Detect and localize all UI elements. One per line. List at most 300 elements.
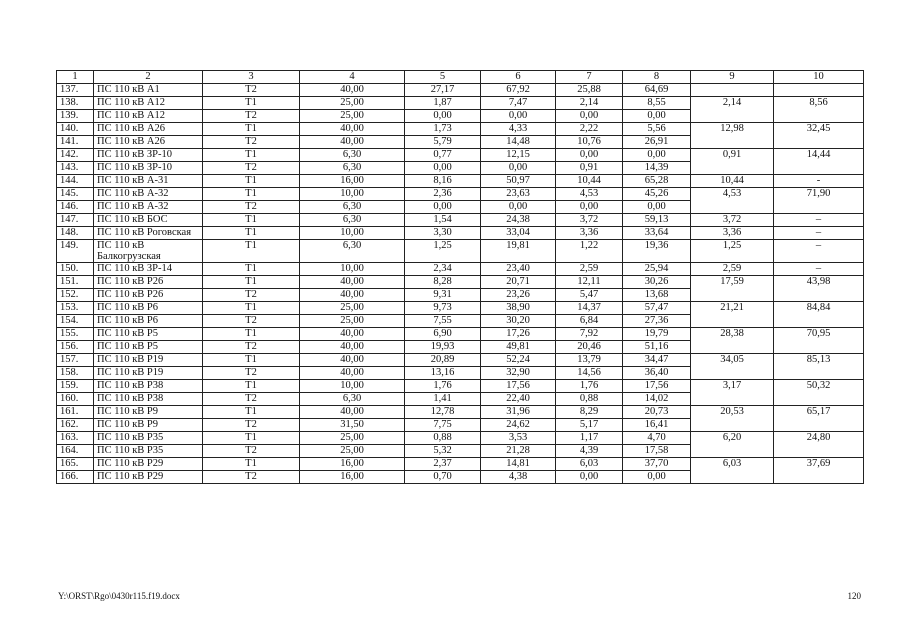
col7-cell: 0,00 (556, 201, 623, 214)
col9-cell: 28,38 (691, 328, 774, 354)
row-number-cell: 138. (57, 97, 94, 110)
col5-cell: 5,79 (405, 136, 481, 149)
table-row (57, 149, 864, 162)
header-cell-5: 5 (405, 71, 481, 84)
col6-cell: 4,38 (481, 471, 556, 484)
header-cell-1: 1 (57, 71, 94, 84)
col4-cell: 10,00 (300, 227, 405, 240)
col10-cell: 71,90 (774, 188, 864, 214)
col6-cell: 19,81 (481, 240, 556, 263)
col5-cell: 1,73 (405, 123, 481, 136)
row-number-cell: 142. (57, 149, 94, 162)
col6-cell: 32,90 (481, 367, 556, 380)
col9-cell: 3,72 (691, 214, 774, 227)
col7-cell: 1,22 (556, 240, 623, 263)
col7-cell: 3,72 (556, 214, 623, 227)
table-row (57, 380, 864, 393)
row-number-cell: 165. (57, 458, 94, 471)
col4-cell: 25,00 (300, 432, 405, 445)
col7-cell: 14,37 (556, 302, 623, 315)
substation-name-cell: ПС 110 кВ Р9 (94, 406, 203, 419)
table-row (57, 354, 864, 367)
transformer-cell: Т2 (203, 393, 300, 406)
col6-cell: 12,15 (481, 149, 556, 162)
substation-name-cell: ПС 110 кВ Р6 (94, 302, 203, 315)
col5-cell: 2,37 (405, 458, 481, 471)
col9-cell: 2,59 (691, 263, 774, 276)
row-number-cell: 146. (57, 201, 94, 214)
col4-cell: 10,00 (300, 263, 405, 276)
substation-name-cell: ПС 110 кВ Р6 (94, 315, 203, 328)
col5-cell: 9,31 (405, 289, 481, 302)
substation-name-cell: ПС 110 кВ Р38 (94, 380, 203, 393)
transformer-cell: Т1 (203, 227, 300, 240)
transformer-cell: Т1 (203, 380, 300, 393)
col6-cell: 30,20 (481, 315, 556, 328)
col10-cell: 50,32 (774, 380, 864, 406)
col10-cell: 43,98 (774, 276, 864, 302)
col9-cell: 6,03 (691, 458, 774, 484)
table-row (57, 328, 864, 341)
col8-cell: 19,36 (623, 240, 691, 263)
substation-name-cell: ПС 110 кВ ЗР-10 (94, 162, 203, 175)
col4-cell: 40,00 (300, 341, 405, 354)
substation-name-cell: ПС 110 кВ Р26 (94, 276, 203, 289)
row-number-cell: 161. (57, 406, 94, 419)
col4-cell: 16,00 (300, 458, 405, 471)
col4-cell: 40,00 (300, 123, 405, 136)
row-number-cell: 157. (57, 354, 94, 367)
col8-cell: 27,36 (623, 315, 691, 328)
col8-cell: 0,00 (623, 471, 691, 484)
transformer-cell: Т1 (203, 175, 300, 188)
table-row (57, 97, 864, 110)
col7-cell: 0,88 (556, 393, 623, 406)
col8-cell: 20,73 (623, 406, 691, 419)
col10-cell: 84,84 (774, 302, 864, 328)
col7-cell: 1,17 (556, 432, 623, 445)
substation-name-cell: ПС 110 кВ А26 (94, 123, 203, 136)
footer-page-number: 120 (847, 591, 861, 601)
substation-name-cell: ПС 110 кВ БОС (94, 214, 203, 227)
table-row (57, 123, 864, 136)
header-cell-10: 10 (774, 71, 864, 84)
col6-cell: 38,90 (481, 302, 556, 315)
col5-cell: 1,54 (405, 214, 481, 227)
row-number-cell: 140. (57, 123, 94, 136)
col7-cell: 6,03 (556, 458, 623, 471)
col4-cell: 40,00 (300, 328, 405, 341)
col7-cell: 1,76 (556, 380, 623, 393)
row-number-cell: 154. (57, 315, 94, 328)
substation-name-cell: ПС 110 кВ Р19 (94, 367, 203, 380)
col8-cell: 0,00 (623, 149, 691, 162)
col5-cell: 0,77 (405, 149, 481, 162)
col6-cell: 4,33 (481, 123, 556, 136)
col10-cell: – (774, 214, 864, 227)
row-number-cell: 155. (57, 328, 94, 341)
row-number-cell: 147. (57, 214, 94, 227)
transformer-cell: Т1 (203, 240, 300, 263)
row-number-cell: 162. (57, 419, 94, 432)
col9-cell: 34,05 (691, 354, 774, 380)
col7-cell: 4,53 (556, 188, 623, 201)
substation-name-cell: ПС 110 кВ А12 (94, 110, 203, 123)
col8-cell: 17,58 (623, 445, 691, 458)
table-row (57, 175, 864, 188)
col4-cell: 40,00 (300, 406, 405, 419)
col4-cell: 6,30 (300, 201, 405, 214)
col8-cell: 8,55 (623, 97, 691, 110)
substation-name-cell: ПС 110 кВ А12 (94, 97, 203, 110)
header-cell-6: 6 (481, 71, 556, 84)
row-number-cell: 144. (57, 175, 94, 188)
col10-cell: - (774, 175, 864, 188)
col8-cell: 37,70 (623, 458, 691, 471)
col4-cell: 6,30 (300, 162, 405, 175)
col8-cell: 14,02 (623, 393, 691, 406)
col10-cell: 85,13 (774, 354, 864, 380)
col9-cell: 3,17 (691, 380, 774, 406)
transformer-cell: Т2 (203, 341, 300, 354)
transformer-cell: Т1 (203, 188, 300, 201)
transformer-cell: Т2 (203, 201, 300, 214)
col7-cell: 2,22 (556, 123, 623, 136)
substation-name-cell: ПС 110 кВ Роговская (94, 227, 203, 240)
transformer-cell: Т2 (203, 445, 300, 458)
col5-cell: 3,30 (405, 227, 481, 240)
col7-cell: 14,56 (556, 367, 623, 380)
col5-cell: 19,93 (405, 341, 481, 354)
row-number-cell: 160. (57, 393, 94, 406)
row-number-cell: 158. (57, 367, 94, 380)
col7-cell: 5,47 (556, 289, 623, 302)
col8-cell: 13,68 (623, 289, 691, 302)
row-number-cell: 137. (57, 84, 94, 97)
header-cell-4: 4 (300, 71, 405, 84)
col8-cell: 30,26 (623, 276, 691, 289)
col4-cell: 40,00 (300, 84, 405, 97)
col7-cell: 5,17 (556, 419, 623, 432)
row-number-cell: 141. (57, 136, 94, 149)
col8-cell: 36,40 (623, 367, 691, 380)
col6-cell: 17,26 (481, 328, 556, 341)
col5-cell: 6,90 (405, 328, 481, 341)
col10-cell: – (774, 263, 864, 276)
col6-cell: 23,26 (481, 289, 556, 302)
row-number-cell: 152. (57, 289, 94, 302)
substation-name-cell: ПС 110 кВ Р26 (94, 289, 203, 302)
col4-cell: 25,00 (300, 302, 405, 315)
col5-cell: 2,36 (405, 188, 481, 201)
substation-name-cell: ПС 110 кВ А1 (94, 84, 203, 97)
transformer-cell: Т1 (203, 276, 300, 289)
col4-cell: 6,30 (300, 240, 405, 263)
col4-cell: 31,50 (300, 419, 405, 432)
col9-cell: 12,98 (691, 123, 774, 149)
row-number-cell: 166. (57, 471, 94, 484)
transformer-cell: Т1 (203, 149, 300, 162)
col9-cell: 20,53 (691, 406, 774, 432)
col10-cell: 8,56 (774, 97, 864, 123)
col7-cell: 10,44 (556, 175, 623, 188)
col6-cell: 0,00 (481, 201, 556, 214)
substation-name-cell: ПС 110 кВ Р19 (94, 354, 203, 367)
col8-cell: 59,13 (623, 214, 691, 227)
col9-cell: 6,20 (691, 432, 774, 458)
row-number-cell: 148. (57, 227, 94, 240)
col6-cell: 23,40 (481, 263, 556, 276)
col5-cell: 27,17 (405, 84, 481, 97)
col4-cell: 16,00 (300, 471, 405, 484)
transformer-cell: Т1 (203, 406, 300, 419)
col8-cell: 5,56 (623, 123, 691, 136)
col7-cell: 0,00 (556, 471, 623, 484)
col5-cell: 8,16 (405, 175, 481, 188)
substation-name-cell: ПС 110 кВ ЗР-10 (94, 149, 203, 162)
col4-cell: 25,00 (300, 110, 405, 123)
col5-cell: 1,41 (405, 393, 481, 406)
table-row (57, 227, 864, 240)
col10-cell: 14,44 (774, 149, 864, 175)
transformer-cell: Т1 (203, 214, 300, 227)
col6-cell: 50,97 (481, 175, 556, 188)
col8-cell: 45,26 (623, 188, 691, 201)
col6-cell: 22,40 (481, 393, 556, 406)
col4-cell: 25,00 (300, 445, 405, 458)
row-number-cell: 163. (57, 432, 94, 445)
col8-cell: 26,91 (623, 136, 691, 149)
col5-cell: 1,76 (405, 380, 481, 393)
col4-cell: 6,30 (300, 393, 405, 406)
transformer-cell: Т2 (203, 315, 300, 328)
col7-cell: 13,79 (556, 354, 623, 367)
col6-cell: 20,71 (481, 276, 556, 289)
col9-cell: 17,59 (691, 276, 774, 302)
substation-name-cell: ПС 110 кВ Р35 (94, 432, 203, 445)
col4-cell: 40,00 (300, 136, 405, 149)
col10-cell: 70,95 (774, 328, 864, 354)
row-number-cell: 150. (57, 263, 94, 276)
col4-cell: 16,00 (300, 175, 405, 188)
col9-cell: 1,25 (691, 240, 774, 263)
col6-cell: 17,56 (481, 380, 556, 393)
col8-cell: 19,79 (623, 328, 691, 341)
substation-name-cell: ПС 110 кВ Р5 (94, 328, 203, 341)
col10-cell: – (774, 240, 864, 263)
substation-name-cell: ПС 110 кВ Р29 (94, 471, 203, 484)
col7-cell: 3,36 (556, 227, 623, 240)
col7-cell: 4,39 (556, 445, 623, 458)
substation-name-cell: ПС 110 кВ А26 (94, 136, 203, 149)
col4-cell: 6,30 (300, 214, 405, 227)
col7-cell: 12,11 (556, 276, 623, 289)
col8-cell: 33,64 (623, 227, 691, 240)
col4-cell: 40,00 (300, 276, 405, 289)
col7-cell: 25,88 (556, 84, 623, 97)
col8-cell: 0,00 (623, 201, 691, 214)
header-cell-7: 7 (556, 71, 623, 84)
substation-name-cell: ПС 110 кВ Р35 (94, 445, 203, 458)
transformer-cell: Т1 (203, 123, 300, 136)
row-number-cell: 164. (57, 445, 94, 458)
col4-cell: 10,00 (300, 188, 405, 201)
col9-cell: 2,14 (691, 97, 774, 123)
col8-cell: 17,56 (623, 380, 691, 393)
col8-cell: 65,28 (623, 175, 691, 188)
col5-cell: 7,55 (405, 315, 481, 328)
table-row (57, 432, 864, 445)
table-row (57, 240, 864, 263)
col6-cell: 14,81 (481, 458, 556, 471)
transformer-cell: Т1 (203, 302, 300, 315)
table-row (57, 276, 864, 289)
col6-cell: 52,24 (481, 354, 556, 367)
col7-cell: 6,84 (556, 315, 623, 328)
transformer-cell: Т2 (203, 419, 300, 432)
col4-cell: 25,00 (300, 97, 405, 110)
header-cell-8: 8 (623, 71, 691, 84)
substation-name-cell: ПС 110 кВ Балкогрузская (94, 240, 203, 263)
transformer-cell: Т2 (203, 136, 300, 149)
col8-cell: 25,94 (623, 263, 691, 276)
col5-cell: 9,73 (405, 302, 481, 315)
col10-cell: – (774, 227, 864, 240)
col5-cell: 0,00 (405, 201, 481, 214)
load-table (56, 70, 864, 484)
table-row (57, 302, 864, 315)
col8-cell: 34,47 (623, 354, 691, 367)
col9-cell: 21,21 (691, 302, 774, 328)
transformer-cell: Т2 (203, 110, 300, 123)
row-number-cell: 145. (57, 188, 94, 201)
footer-file-path: Y:\ORST\Rgo\0430r115.f19.docx (58, 591, 180, 601)
col5-cell: 20,89 (405, 354, 481, 367)
header-row (57, 71, 864, 84)
substation-name-cell: ПС 110 кВ Р5 (94, 341, 203, 354)
row-number-cell: 156. (57, 341, 94, 354)
col9-cell: 0,91 (691, 149, 774, 175)
transformer-cell: Т1 (203, 328, 300, 341)
substation-name-cell: ПС 110 кВ Р38 (94, 393, 203, 406)
row-number-cell: 153. (57, 302, 94, 315)
table-row (57, 84, 864, 97)
col5-cell: 2,34 (405, 263, 481, 276)
col9-cell: 3,36 (691, 227, 774, 240)
col5-cell: 12,78 (405, 406, 481, 419)
col10-cell: 24,80 (774, 432, 864, 458)
col9-cell: 4,53 (691, 188, 774, 214)
col8-cell: 0,00 (623, 110, 691, 123)
col6-cell: 7,47 (481, 97, 556, 110)
col8-cell: 57,47 (623, 302, 691, 315)
col5-cell: 0,00 (405, 162, 481, 175)
transformer-cell: Т1 (203, 432, 300, 445)
substation-name-cell: ПС 110 кВ А-32 (94, 201, 203, 214)
col7-cell: 0,00 (556, 149, 623, 162)
col6-cell: 0,00 (481, 110, 556, 123)
col6-cell: 21,28 (481, 445, 556, 458)
col6-cell: 31,96 (481, 406, 556, 419)
table-row (57, 406, 864, 419)
row-number-cell: 151. (57, 276, 94, 289)
col10-cell (774, 84, 864, 97)
row-number-cell: 159. (57, 380, 94, 393)
col8-cell: 64,69 (623, 84, 691, 97)
substation-name-cell: ПС 110 кВ Р9 (94, 419, 203, 432)
col10-cell: 32,45 (774, 123, 864, 149)
col6-cell: 67,92 (481, 84, 556, 97)
substation-name-cell: ПС 110 кВ А-31 (94, 175, 203, 188)
col5-cell: 0,88 (405, 432, 481, 445)
col7-cell: 0,91 (556, 162, 623, 175)
col5-cell: 7,75 (405, 419, 481, 432)
transformer-cell: Т1 (203, 458, 300, 471)
col7-cell: 0,00 (556, 110, 623, 123)
col5-cell: 8,28 (405, 276, 481, 289)
substation-name-cell: ПС 110 кВ А-32 (94, 188, 203, 201)
transformer-cell: Т2 (203, 162, 300, 175)
col6-cell: 14,48 (481, 136, 556, 149)
col8-cell: 4,70 (623, 432, 691, 445)
table-row (57, 263, 864, 276)
col9-cell: 10,44 (691, 175, 774, 188)
row-number-cell: 139. (57, 110, 94, 123)
transformer-cell: Т1 (203, 354, 300, 367)
col6-cell: 49,81 (481, 341, 556, 354)
col4-cell: 40,00 (300, 367, 405, 380)
col5-cell: 0,00 (405, 110, 481, 123)
col6-cell: 23,63 (481, 188, 556, 201)
table-row (57, 458, 864, 471)
col8-cell: 51,16 (623, 341, 691, 354)
col4-cell: 40,00 (300, 354, 405, 367)
col5-cell: 5,32 (405, 445, 481, 458)
col7-cell: 10,76 (556, 136, 623, 149)
col5-cell: 0,70 (405, 471, 481, 484)
transformer-cell: Т2 (203, 84, 300, 97)
col4-cell: 25,00 (300, 315, 405, 328)
table-row (57, 214, 864, 227)
col5-cell: 1,25 (405, 240, 481, 263)
col6-cell: 24,62 (481, 419, 556, 432)
col4-cell: 40,00 (300, 289, 405, 302)
col6-cell: 24,38 (481, 214, 556, 227)
col6-cell: 0,00 (481, 162, 556, 175)
table-row (57, 188, 864, 201)
col6-cell: 33,04 (481, 227, 556, 240)
col5-cell: 1,87 (405, 97, 481, 110)
col7-cell: 2,14 (556, 97, 623, 110)
col4-cell: 6,30 (300, 149, 405, 162)
col5-cell: 13,16 (405, 367, 481, 380)
row-number-cell: 143. (57, 162, 94, 175)
col8-cell: 14,39 (623, 162, 691, 175)
col9-cell (691, 84, 774, 97)
col10-cell: 37,69 (774, 458, 864, 484)
header-cell-9: 9 (691, 71, 774, 84)
substation-name-cell: ПС 110 кВ Р29 (94, 458, 203, 471)
col7-cell: 20,46 (556, 341, 623, 354)
substation-name-cell: ПС 110 кВ ЗР-14 (94, 263, 203, 276)
header-cell-3: 3 (203, 71, 300, 84)
header-cell-2: 2 (94, 71, 203, 84)
transformer-cell: Т2 (203, 367, 300, 380)
col10-cell: 65,17 (774, 406, 864, 432)
transformer-cell: Т1 (203, 263, 300, 276)
row-number-cell: 149. (57, 240, 94, 263)
transformer-cell: Т2 (203, 471, 300, 484)
